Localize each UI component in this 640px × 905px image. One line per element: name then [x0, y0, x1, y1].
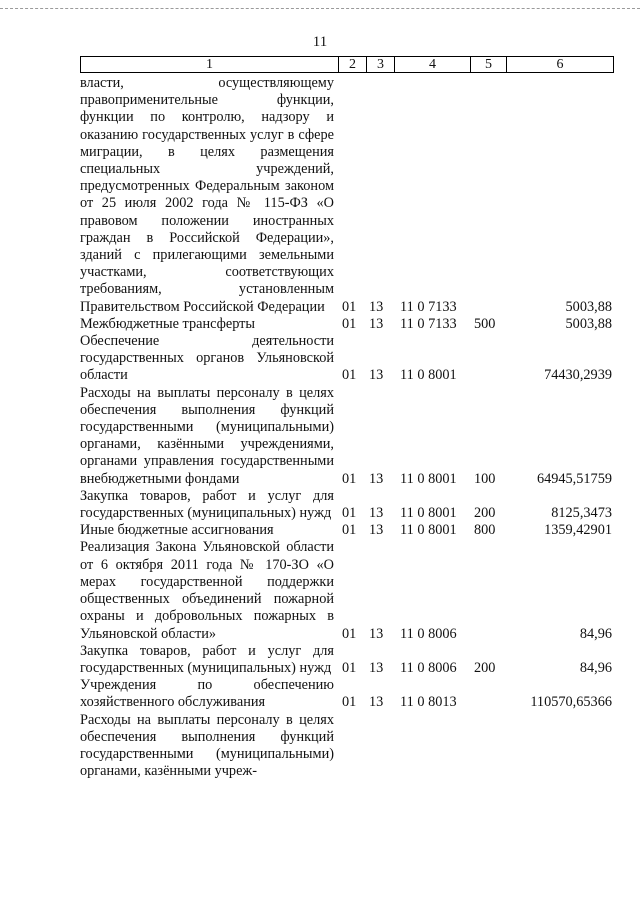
subsection-code: 13: [369, 659, 384, 676]
table-row: [80, 522, 612, 539]
target-article-code: 11 0 8001: [400, 470, 457, 487]
target-article-code: 11 0 8001: [400, 367, 457, 384]
row-codes: [338, 316, 612, 333]
subsection-code: 13: [369, 315, 384, 332]
table-row: [80, 539, 612, 642]
expense-type-code: 800: [474, 522, 496, 539]
expense-type-code: 100: [474, 470, 496, 487]
target-article-code: 11 0 8006: [400, 625, 457, 642]
target-article-code: 11 0 7133: [400, 315, 457, 332]
table-row: [80, 643, 612, 677]
section-code: 01: [342, 298, 357, 315]
section-code: 01: [342, 367, 357, 384]
subsection-code: 13: [369, 625, 384, 642]
section-code: 01: [342, 522, 357, 539]
section-code: 01: [342, 505, 357, 522]
page-number: 11: [312, 34, 328, 50]
table-row: [80, 333, 612, 385]
expense-type-code: 200: [474, 659, 496, 676]
row-description: Иные бюджетные ассигнования: [80, 522, 274, 539]
table-row: [80, 677, 612, 711]
section-code: 01: [342, 694, 357, 711]
expense-type-code: [470, 299, 506, 316]
row-codes: [338, 299, 612, 316]
subsection-code: 13: [369, 298, 384, 315]
table-row: [80, 488, 612, 522]
row-description: Учреждения по обеспечению хозяйственного обслуживания: [80, 677, 334, 711]
row-description: Обеспечение деятельности государственных органов Ульяновской области: [80, 333, 334, 384]
target-article-code: 11 0 8001: [400, 505, 457, 522]
table-row: [80, 75, 612, 316]
amount: 84,96: [579, 625, 612, 642]
amount: 84,96: [579, 659, 612, 676]
header-col-1: 1: [81, 57, 339, 72]
table-header: [80, 56, 614, 73]
row-codes: [338, 505, 612, 522]
row-description: Межбюджетные трансферты: [80, 315, 256, 332]
header-col-5: 5: [471, 57, 507, 72]
row-description: Закупка товаров, работ и услуг для государственных (муниципальных) нужд: [80, 487, 334, 522]
row-codes: [338, 471, 612, 488]
row-codes: [338, 367, 612, 384]
target-article-code: 11 0 8006: [400, 659, 457, 676]
table-row: [80, 316, 612, 333]
header-col-4: 4: [395, 57, 471, 72]
budget-table-body: [80, 75, 612, 780]
expense-type-code: [470, 367, 506, 384]
row-description: Расходы на выплаты персоналу в целях обеспечения выполнения функций государственными (муниципальными) органами, казёнными учреждениями, органами управления государственными внебюджетными фондами: [80, 384, 334, 487]
section-code: 01: [342, 625, 357, 642]
header-col-2: 2: [339, 57, 367, 72]
section-code: 01: [342, 315, 357, 332]
amount: 5003,88: [565, 315, 612, 332]
row-description: Реализация Закона Ульяновской области от 6 октября 2011 года № 170-ЗО «О мерах государственной поддержки общественных объединений пожарной охраны и добровольных пожарных в Ульяновской области»: [80, 539, 334, 642]
row-description: Расходы на выплаты персоналу в целях обеспечения выполнения функций государственными (муниципальными) органами, казёнными учреж-: [80, 711, 334, 780]
table-row: [80, 385, 612, 488]
expense-type-code: [470, 626, 506, 643]
subsection-code: 13: [369, 470, 384, 487]
amount: 1359,42901: [544, 522, 612, 539]
table-row: [80, 712, 612, 781]
header-col-6: 6: [556, 57, 564, 72]
subsection-code: 13: [369, 505, 384, 522]
subsection-code: 13: [369, 694, 384, 711]
row-codes: [338, 522, 612, 539]
section-code: 01: [342, 659, 357, 676]
row-codes: [338, 694, 612, 711]
expense-type-code: [470, 694, 506, 711]
top-dashed-line: [0, 8, 640, 9]
target-article-code: 11 0 8013: [400, 694, 457, 711]
amount: 110570,65366: [530, 694, 612, 711]
amount: 5003,88: [565, 298, 612, 315]
amount: 64945,51759: [536, 470, 612, 487]
expense-type-code: 500: [474, 315, 496, 332]
row-description: власти, осуществляющему правоприменительные функции, функции по контролю, надзору и оказанию государственных услуг в сфере миграции, в целях размещения специальных учреждений, предусмотренных Федеральным законом от 25 июля 2002 года № 115-ФЗ «О правовом положении иностранных граждан в Российской Федерации», зданий с прилегающими земельными участками, соответствующих требованиям, установленным Правительством Российской Федерации: [80, 75, 334, 315]
subsection-code: 13: [369, 367, 384, 384]
expense-type-code: 200: [474, 505, 496, 522]
section-code: 01: [342, 470, 357, 487]
target-article-code: 11 0 8001: [400, 522, 457, 539]
row-description: Закупка товаров, работ и услуг для государственных (муниципальных) нужд: [80, 642, 334, 676]
header-col-3: 3: [367, 57, 395, 72]
row-codes: [338, 626, 612, 643]
subsection-code: 13: [369, 522, 384, 539]
target-article-code: 11 0 7133: [400, 298, 457, 315]
amount: 8125,3473: [551, 505, 612, 522]
row-codes: [338, 660, 612, 677]
amount: 74430,2939: [544, 367, 612, 384]
